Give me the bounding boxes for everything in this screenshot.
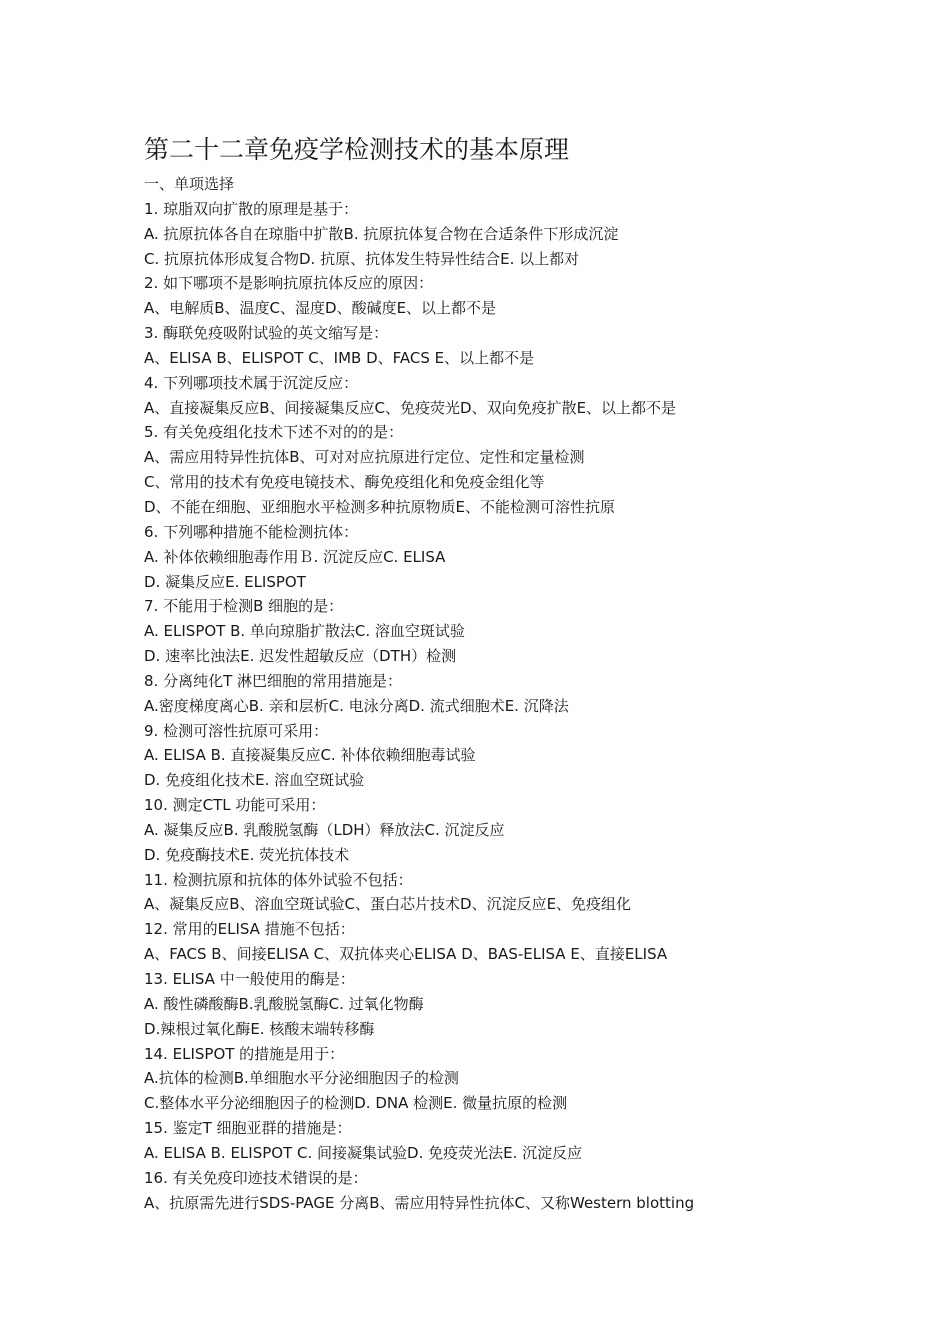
text-line: 16. 有关免疫印迹技术错误的是： [144, 1168, 368, 1187]
text-line: 7. 不能用于检测B 细胞的是： [144, 597, 344, 616]
text-line: 15. 鉴定T 细胞亚群的措施是： [144, 1119, 352, 1138]
text-line: A. ELISA B. 直接凝集反应C. 补体依赖细胞毒试验 [144, 746, 476, 765]
text-line: A. 凝集反应B. 乳酸脱氢酶（LDH）释放法C. 沉淀反应 [144, 820, 505, 839]
text-line: D. 免疫组化技术E. 溶血空斑试验 [144, 771, 365, 790]
text-line: D.辣根过氧化酶E. 核酸末端转移酶 [144, 1019, 375, 1038]
text-line: A、抗原需先进行SDS-PAGE 分离B、需应用特异性抗体C、又称Western blotting [144, 1193, 695, 1212]
text-line: 13. ELISA 中一般使用的酶是： [144, 970, 355, 988]
text-line: 8. 分离纯化T 淋巴细胞的常用措施是： [144, 671, 403, 690]
text-line: 9. 检测可溶性抗原可采用： [144, 721, 329, 740]
text-line: C. 抗原抗体形成复合物D. 抗原、抗体发生特异性结合E. 以上都对 [144, 249, 580, 268]
text-line: A.抗体的检测B.单细胞水平分泌细胞因子的检测 [144, 1069, 459, 1088]
text-line: 12. 常用的ELISA 措施不包括： [144, 920, 355, 939]
document-page [144, 130, 844, 1215]
text-line: 1. 琼脂双向扩散的原理是基于： [144, 199, 359, 218]
text-line: 5. 有关免疫组化技术下述不对的的是： [144, 423, 404, 442]
text-line: 3. 酶联免疫吸附试验的英文缩写是： [144, 324, 389, 343]
text-line: A. 抗原抗体各自在琼脂中扩散B. 抗原抗体复合物在合适条件下形成沉淀 [144, 224, 619, 243]
text-line: 6. 下列哪种措施不能检测抗体： [144, 522, 359, 541]
text-line: A. ELISA B. ELISPOT C. 间接凝集试验D. 免疫荧光法E. 沉淀反应 [144, 1143, 583, 1162]
text-line: A、需应用特异性抗体B、可对对应抗原进行定位、定性和定量检测 [144, 448, 585, 467]
text-line: 一、单项选择 [144, 175, 235, 193]
text-line: 2. 如下哪项不是影响抗原抗体反应的原因： [144, 274, 434, 293]
text-line: A、凝集反应B、溶血空斑试验C、蛋白芯片技术D、沉淀反应E、免疫组化 [144, 895, 632, 914]
text-line: A、ELISA B、ELISPOT C、IMB D、FACS E、以上都不是 [144, 348, 535, 367]
text-line: D、不能在细胞、亚细胞水平检测多种抗原物质E、不能检测可溶性抗原 [144, 497, 616, 516]
text-line: C、常用的技术有免疫电镜技术、酶免疫组化和免疫金组化等 [144, 473, 545, 492]
text-line: 11. 检测抗原和抗体的体外试验不包括： [144, 870, 413, 889]
text-line: C.整体水平分泌细胞因子的检测D. DNA 检测E. 微量抗原的检测 [144, 1094, 568, 1113]
text-line: A. ELISPOT B. 单向琼脂扩散法C. 溶血空斑试验 [144, 622, 465, 641]
text-line: A、FACS B、间接ELISA C、双抗体夹心ELISA D、BAS-ELISA E、直接ELISA [144, 945, 668, 964]
text-line: A. 酸性磷酸酶B.乳酸脱氢酶C. 过氧化物酶 [144, 994, 424, 1013]
text-line: 14. ELISPOT 的措施是用于： [144, 1044, 345, 1063]
text-line: D. 凝集反应E. ELISPOT [144, 572, 306, 591]
text-line: D. 免疫酶技术E. 荧光抗体技术 [144, 845, 350, 864]
document-title: 第二十二章免疫学检测技术的基本原理 [144, 135, 570, 164]
text-line: D. 速率比浊法E. 迟发性超敏反应（DTH）检测 [144, 647, 457, 666]
text-line: 4. 下列哪项技术属于沉淀反应： [144, 373, 359, 392]
document-body [144, 172, 844, 1215]
text-line: A、直接凝集反应B、间接凝集反应C、免疫荧光D、双向免疫扩散E、以上都不是 [144, 398, 677, 417]
text-line: A. 补体依赖细胞毒作用Ｂ. 沉淀反应C. ELISA [144, 547, 446, 566]
text-line: A.密度梯度离心B. 亲和层析C. 电泳分离D. 流式细胞术E. 沉降法 [144, 696, 569, 715]
text-line: A、电解质B、温度C、湿度D、酸碱度E、以上都不是 [144, 299, 497, 318]
text-line: 10. 测定CTL 功能可采用： [144, 796, 326, 815]
